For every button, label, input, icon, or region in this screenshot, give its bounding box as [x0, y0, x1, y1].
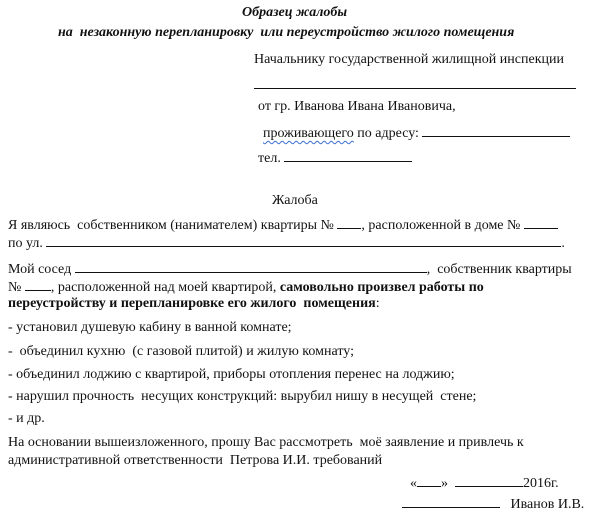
paragraph-2-line-1: Мой сосед , собственник квартиры	[8, 259, 572, 278]
addressee-line	[254, 88, 576, 89]
document-subtitle: на незаконную перепланировку или переустройство жилого помещения	[58, 25, 515, 40]
list-item: - нарушил прочность несущих конструкций: вырубил нишу в несущей стене;	[8, 389, 477, 404]
address-blank	[422, 123, 570, 137]
complaint-heading: Жалоба	[272, 193, 318, 208]
apartment-number-blank	[337, 215, 361, 229]
date-line: « » 2016г.	[410, 473, 559, 492]
house-number-blank	[524, 215, 558, 229]
closing-line-2: административной ответственности Петрова И.И. требований	[8, 453, 383, 468]
phone-line: тел.	[258, 148, 412, 167]
closing-line-1: На основании вышеизложенного, прошу Вас рассмотреть моё заявление и привлечь к	[8, 435, 524, 450]
month-blank	[455, 473, 523, 487]
list-item: - и др.	[8, 411, 45, 426]
phone-blank	[284, 148, 412, 162]
list-item: - объединил кухню (с газовой плитой) и жилую комнату;	[8, 344, 354, 359]
list-item: - установил душевую кабину в ванной комнате;	[8, 320, 292, 335]
list-item: - объединил лоджию с квартирой, приборы отопления перенес на лоджию;	[8, 367, 455, 382]
from-line: от гр. Иванова Ивана Ивановича,	[258, 99, 456, 114]
paragraph-2-line-2: № , расположенной над моей квартирой, самовольно произвел работы по	[8, 277, 484, 296]
neighbor-apartment-blank	[25, 277, 51, 291]
paragraph-2-line-3: переустройству и перепланировке его жилого помещения:	[8, 296, 380, 311]
document-title: Образец жалобы	[242, 5, 348, 20]
signature-line: Иванов И.В.	[402, 494, 584, 513]
paragraph-1-line-2: по ул. .	[8, 233, 565, 252]
paragraph-1-line-1: Я являюсь собственником (нанимателем) квартиры № , расположенной в доме №	[8, 215, 558, 234]
residing-word: проживающего	[263, 126, 354, 141]
address-line: проживающего по адресу:	[263, 123, 570, 142]
neighbor-name-blank	[75, 259, 427, 273]
addressee: Начальнику государственной жилищной инспекции	[254, 52, 564, 67]
day-blank	[417, 473, 441, 487]
signature-blank	[402, 494, 500, 508]
street-blank	[46, 233, 561, 247]
